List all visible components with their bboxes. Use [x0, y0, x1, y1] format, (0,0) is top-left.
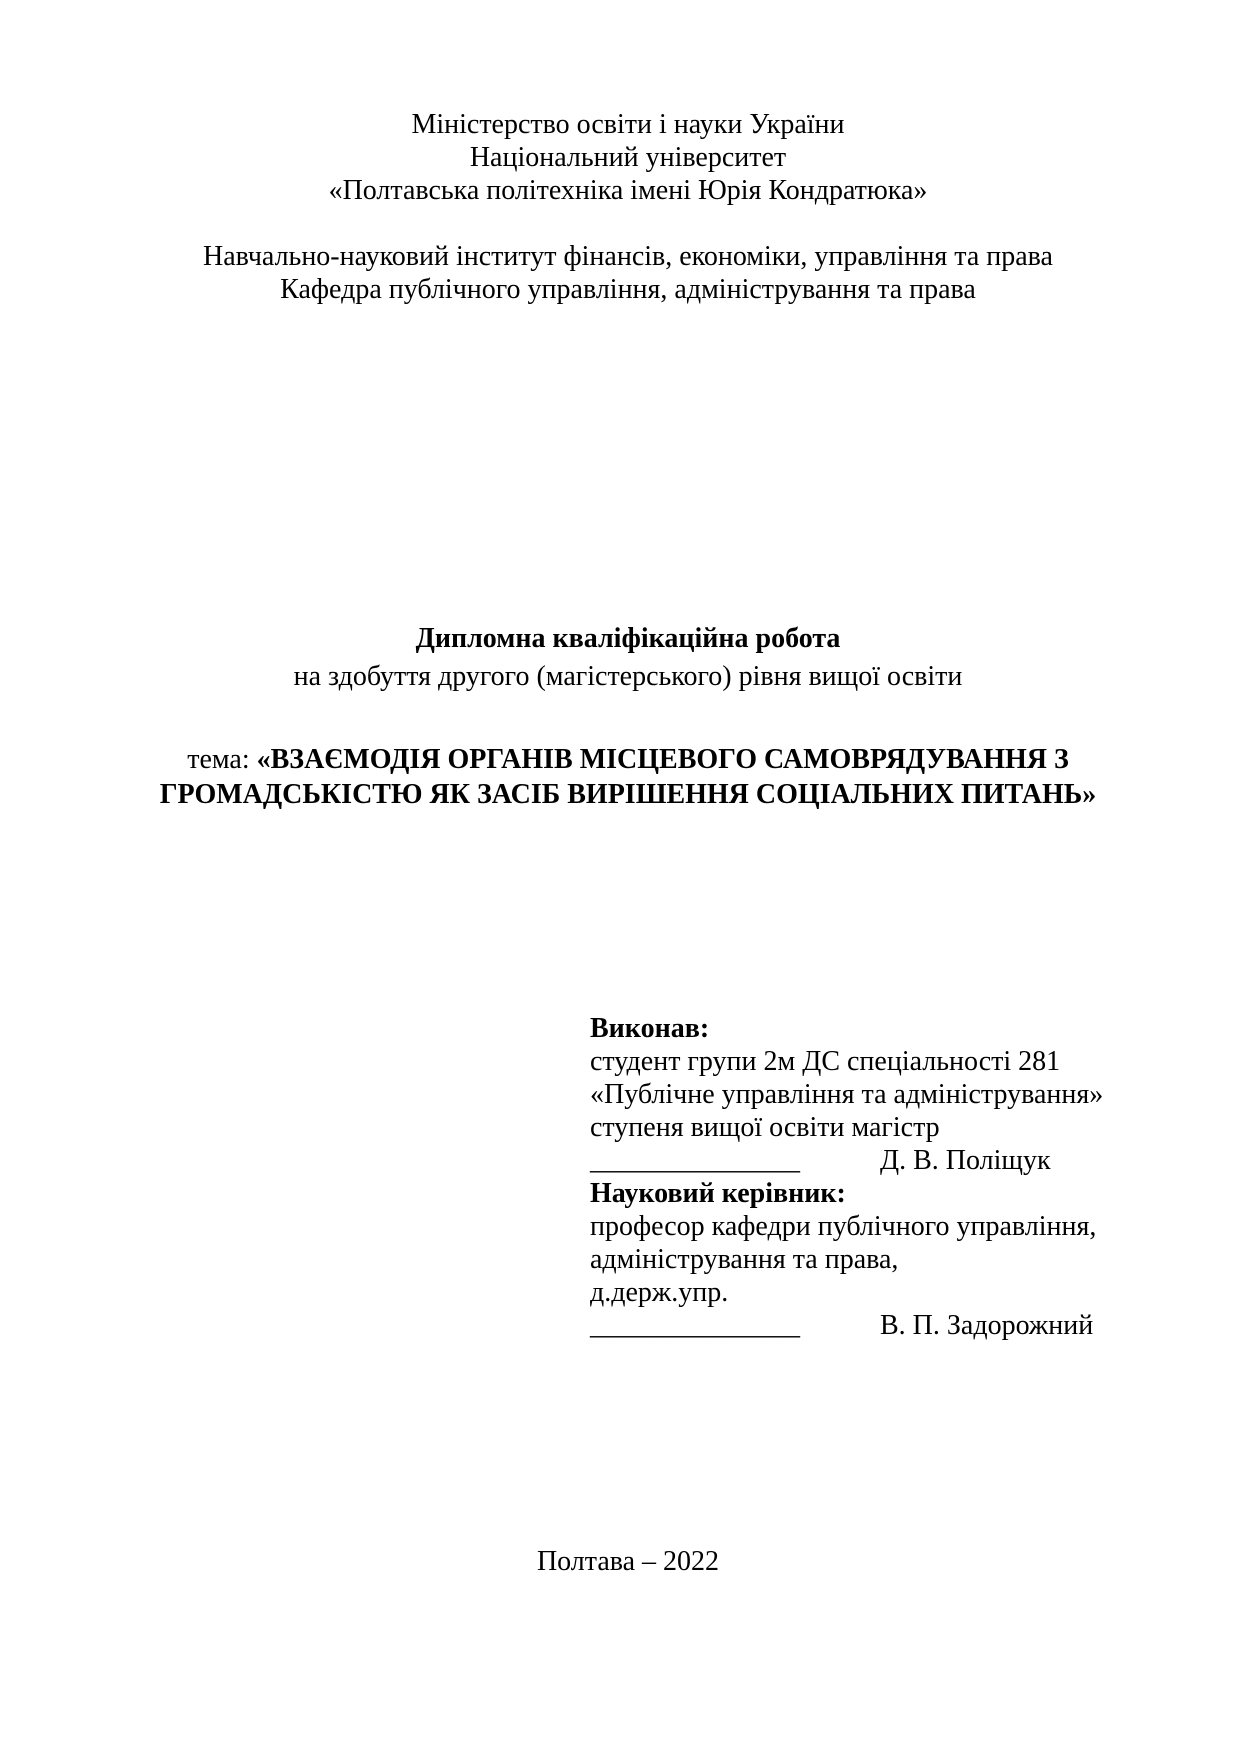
header-spacer: [123, 207, 1133, 240]
institute-line: Навчально-науковий інститут фінансів, економіки, управління та права: [203, 241, 1053, 272]
supervisor-line: адміністрування та права,: [590, 1244, 899, 1275]
document-header: [123, 108, 1133, 306]
supervisor-line: професор кафедри публічного управління,: [590, 1211, 1097, 1242]
executor-label: Виконав:: [590, 1013, 710, 1044]
theme-title-part-2: ГРОМАДСЬКІСТЮ ЯК ЗАСІБ ВИРІШЕННЯ СОЦІАЛЬНИХ ПИТАНЬ»: [159, 779, 1097, 810]
university-name-line: «Полтавська політехніка імені Юрія Кондратюка»: [328, 175, 928, 206]
executor-signature-row: [590, 1144, 1130, 1177]
work-type-title: Дипломна кваліфікаційна робота: [415, 623, 841, 654]
supervisor-name: В. П. Задорожний: [880, 1310, 1094, 1341]
supervisor-label: Науковий керівник:: [590, 1178, 846, 1209]
supervisor-line: д.держ.упр.: [590, 1277, 729, 1308]
theme-block: [123, 742, 1133, 812]
executor-supervisor-block: [590, 1012, 1130, 1342]
city-year-line: Полтава – 2022: [536, 1546, 720, 1577]
degree-subtitle: на здобуття другого (магістерського) рівня вищої освіти: [293, 661, 963, 692]
theme-title-part-1: «ВЗАЄМОДІЯ ОРГАНІВ МІСЦЕВОГО САМОВРЯДУВАННЯ З: [256, 744, 1069, 775]
theme-line-2: [123, 777, 1133, 812]
executor-signature-line: _______________: [590, 1145, 800, 1176]
executor-line: студент групи 2м ДС спеціальності 281: [590, 1046, 1061, 1077]
executor-line: «Публічне управління та адміністрування»: [590, 1079, 1104, 1110]
theme-label: тема:: [187, 744, 250, 775]
supervisor-signature-line: _______________: [590, 1310, 800, 1341]
executor-line: ступеня вищої освіти магістр: [590, 1112, 940, 1143]
department-line: Кафедра публічного управління, адміністрування та права: [280, 274, 976, 305]
work-type-block: [123, 620, 1133, 696]
supervisor-signature-row: [590, 1309, 1130, 1342]
theme-line-1: [123, 742, 1133, 777]
executor-name: Д. В. Поліщук: [880, 1145, 1051, 1176]
university-line: Національний університет: [469, 142, 787, 173]
ministry-line: Міністерство освіти і науки України: [411, 109, 845, 140]
